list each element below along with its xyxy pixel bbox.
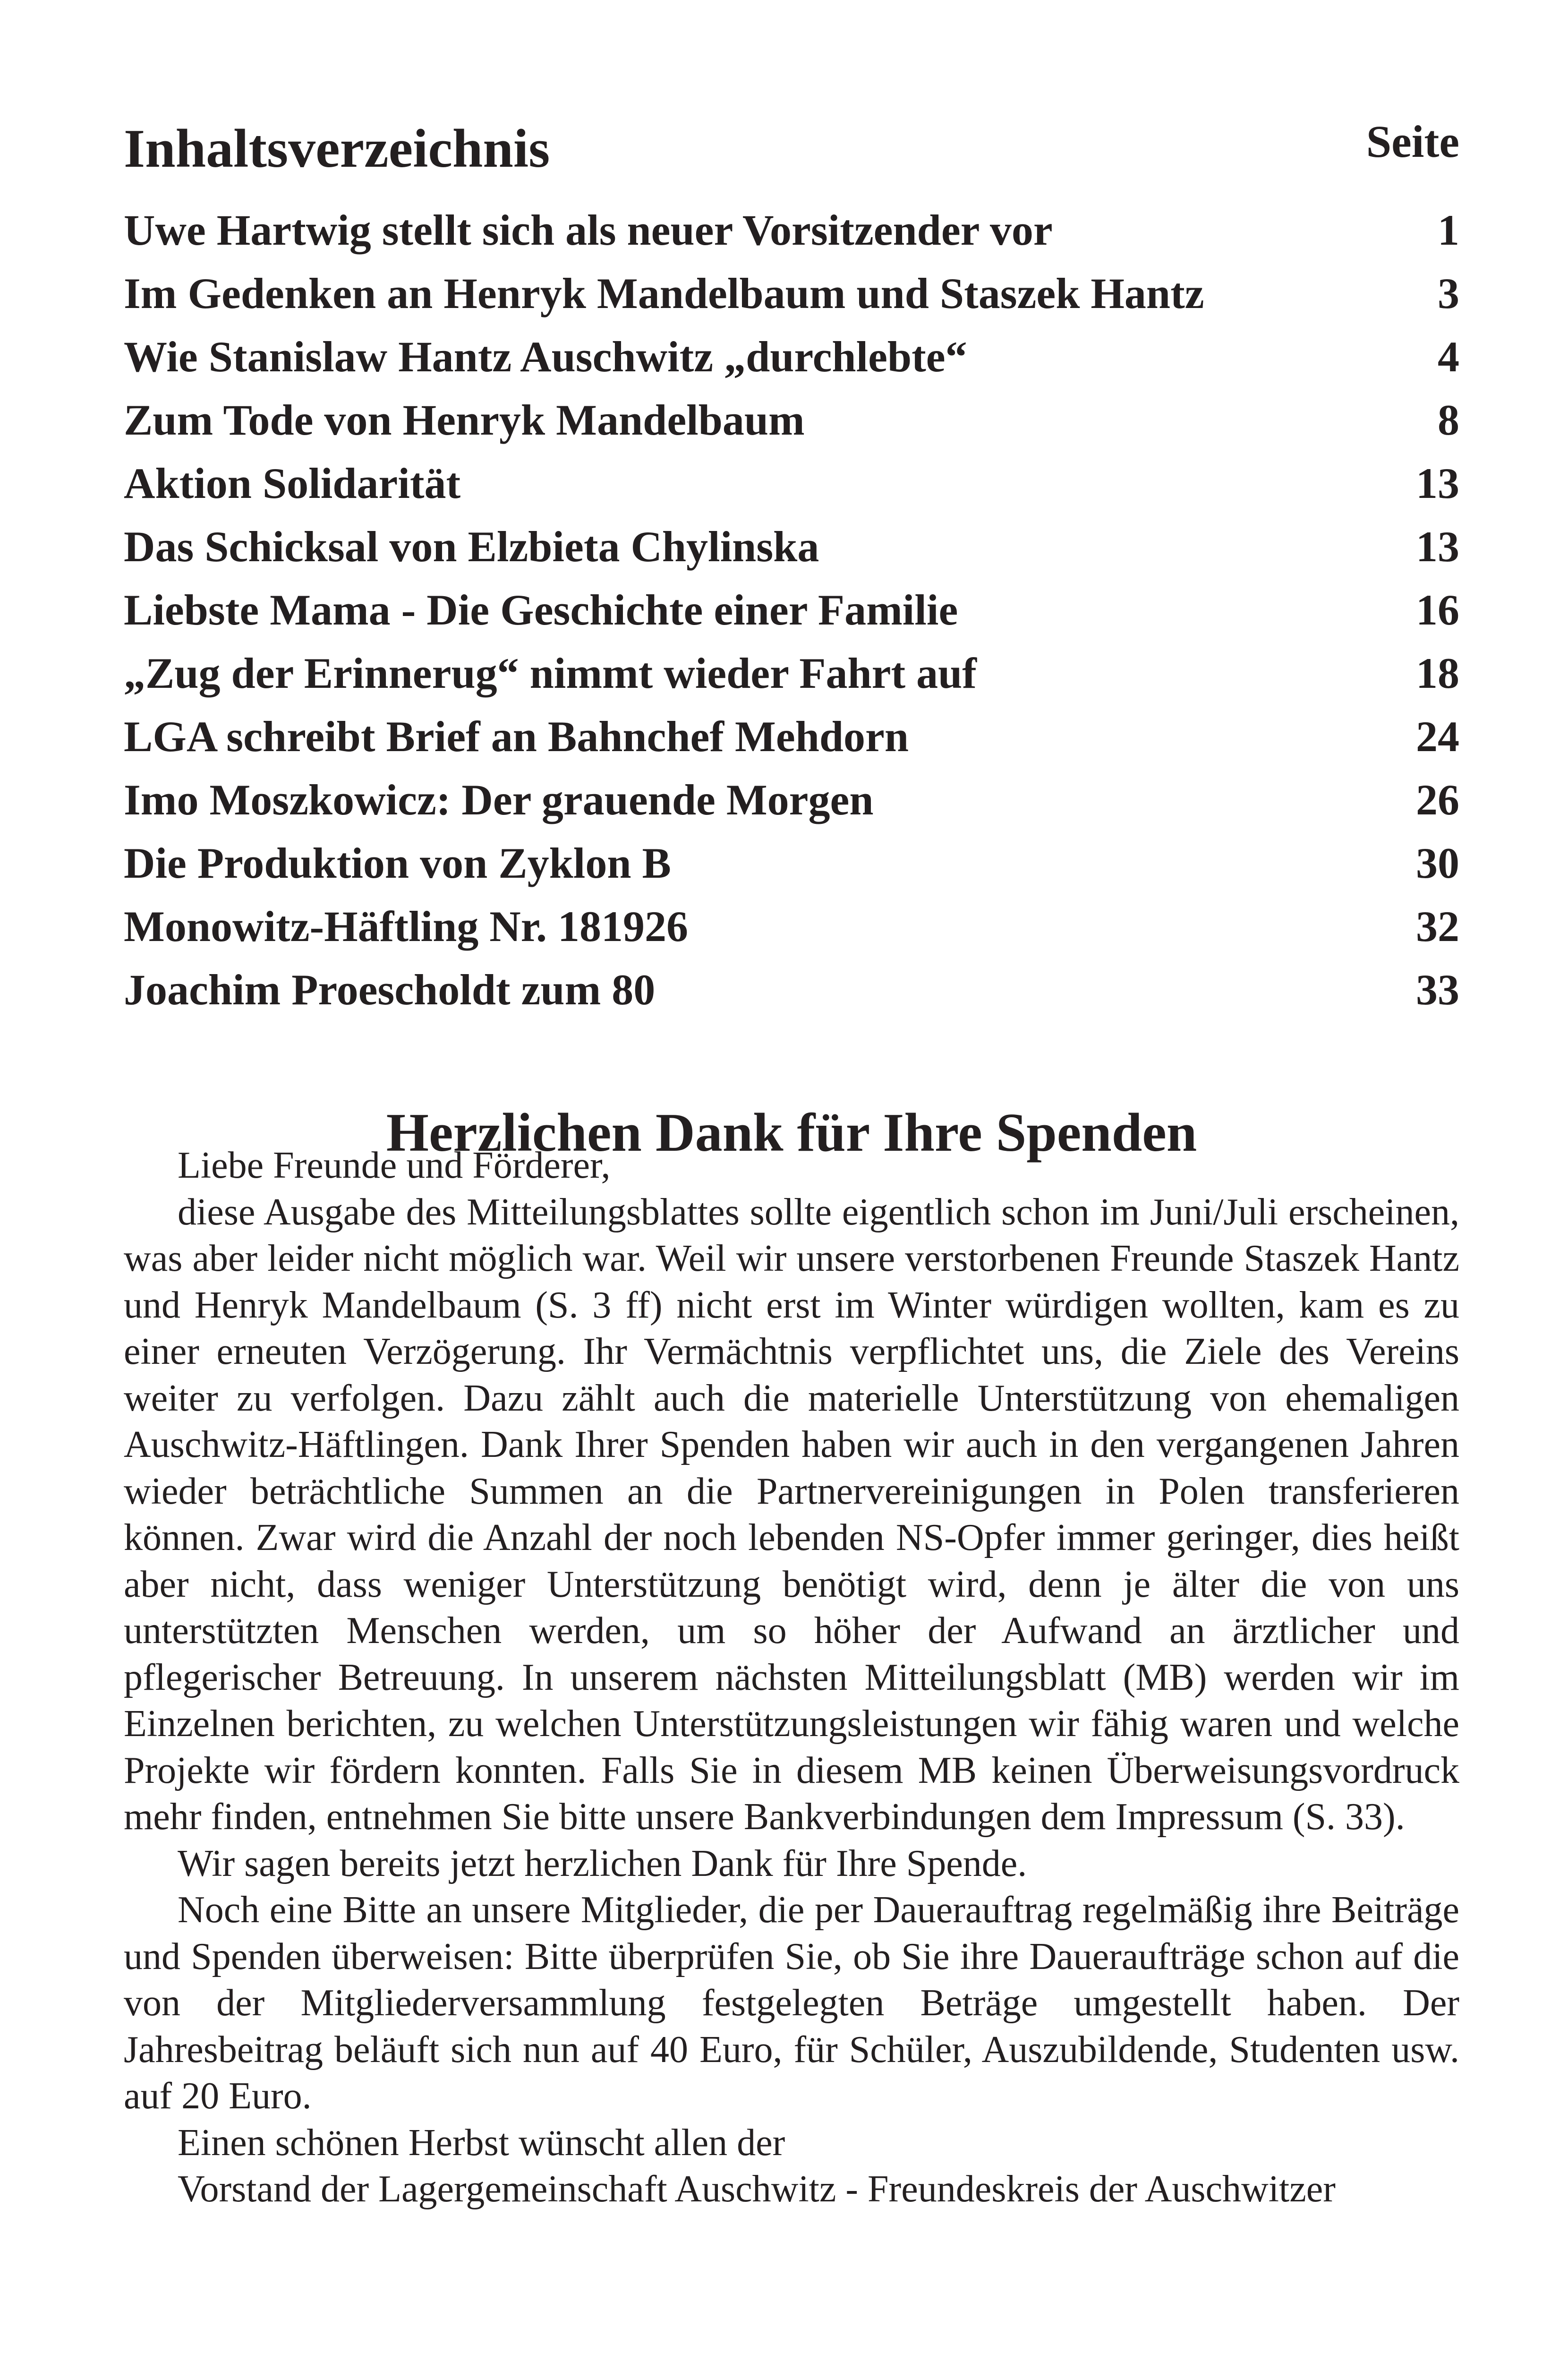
letter-paragraph: Noch eine Bitte an unsere Mitglieder, die per Dauerauftrag regelmäßig ihre Beiträge und Spenden überweisen: Bitte überprüfen Sie, ob Sie ihre Daueraufträge schon auf die von der Mitgliederversammlung festgelegten Beträge umgestellt haben. Der Jahresbeitrag beläuft sich nun auf 40 Euro, für Schüler, Auszubildende, Studenten usw. auf 20 Euro. [124,1889,1459,2117]
toc-entry [124,768,1459,831]
toc-entry-page: 18 [1416,649,1459,697]
toc-entry [124,388,1459,452]
letter-paragraph: Wir sagen bereits jetzt herzlichen Dank für Ihre Spende. [178,1842,1027,1884]
toc-entry-title: Imo Moszkowicz: Der grauende Morgen [124,776,874,824]
toc-entry-page: 4 [1438,333,1459,381]
toc-title: Inhaltsverzeichnis [124,119,550,179]
toc-entry [124,578,1459,642]
toc-entry [124,198,1459,262]
letter-signature: Vorstand der Lagergemeinschaft Auschwitz - Freundeskreis der Auschwitzer [178,2168,1336,2210]
letter-closing: Einen schönen Herbst wünscht allen der [178,2122,785,2164]
toc-list [124,198,1459,1021]
toc-entry-title: „Zug der Erinnerug“ nimmt wieder Fahrt auf [124,649,977,697]
toc-header [124,111,1459,187]
toc-entry-title: Joachim Proescholdt zum 80 [124,966,656,1014]
toc-entry [124,262,1459,325]
toc-entry-page: 1 [1438,206,1459,254]
toc-entry [124,325,1459,388]
toc-entry [124,705,1459,768]
toc-entry-page: 24 [1416,712,1459,761]
toc-entry [124,895,1459,958]
toc-entry-title: Aktion Solidarität [124,459,461,507]
toc-entry-title: Monowitz-Häftling Nr. 181926 [124,902,689,950]
toc-entry [124,452,1459,515]
toc-entry-page: 32 [1416,902,1459,950]
toc-entry-title: Wie Stanislaw Hantz Auschwitz „durchlebte“ [124,333,967,381]
toc-page-column-header: Seite [1366,116,1459,167]
toc-entry-title: Das Schicksal von Elzbieta Chylinska [124,522,819,571]
toc-entry-page: 33 [1416,966,1459,1014]
toc-entry-title: Zum Tode von Henryk Mandelbaum [124,396,805,444]
section-title: Herzlichen Dank für Ihre Spenden [386,1102,1197,1163]
toc-entry-page: 13 [1416,459,1459,507]
toc-entry-page: 16 [1416,586,1459,634]
toc-entry [124,958,1459,1021]
toc-entry-title: Die Produktion von Zyklon B [124,839,671,887]
toc-entry-page: 30 [1416,839,1459,887]
toc-entry-title: Uwe Hartwig stellt sich als neuer Vorsitzender vor [124,206,1053,254]
toc-entry-page: 13 [1416,522,1459,571]
toc-entry [124,515,1459,578]
toc-entry-title: Im Gedenken an Henryk Mandelbaum und Staszek Hantz [124,269,1204,317]
toc-entry [124,642,1459,705]
toc-entry-page: 8 [1438,396,1459,444]
toc-entry-title: Liebste Mama - Die Geschichte einer Familie [124,586,958,634]
toc-entry [124,831,1459,895]
letter-paragraph: diese Ausgabe des Mitteilungsblattes sollte eigentlich schon im Juni/Juli erscheinen, was aber leider nicht möglich war. Weil wir unsere verstorbenen Freunde Staszek Hantz und Henryk Mandelbaum (S. 3 ff) nicht erst im Winter würdigen wollten, kam es zu einer erneuten Verzögerung. Ihr Vermächtnis verpflichtet uns, die Ziele des Vereins weiter zu verfolgen. Dazu zählt auch die materielle Unterstützung von ehemaligen Auschwitz-Häftlingen. Dank Ihrer Spenden haben wir auch in den vergangenen Jahren wieder beträchtliche Summen an die Partnervereinigungen in Polen transferieren können. Zwar wird die Anzahl der noch lebenden NS-Opfer immer geringer, dies heißt aber nicht, dass weniger Unterstützung benötigt wird, denn je älter die von uns unterstützten Menschen werden, um so höher der Aufwand an ärztlicher und pflegerischer Betreuung. In unserem nächsten Mitteilungsblatt (MB) werden wir im Einzelnen berichten, zu welchen Unterstützungsleistungen wir fähig waren und welche Projekte wir fördern konnten. Falls Sie in diesem MB keinen Überweisungsvordruck mehr finden, entnehmen Sie bitte unsere Bankverbindungen dem Impressum (S. 33). [124,1191,1459,1838]
letter-salutation: Liebe Freunde und Förderer, [178,1145,611,1186]
toc-entry-page: 26 [1416,776,1459,824]
toc-entry-title: LGA schreibt Brief an Bahnchef Mehdorn [124,712,909,761]
letter-body [124,1142,1459,2213]
toc-entry-page: 3 [1438,269,1459,317]
